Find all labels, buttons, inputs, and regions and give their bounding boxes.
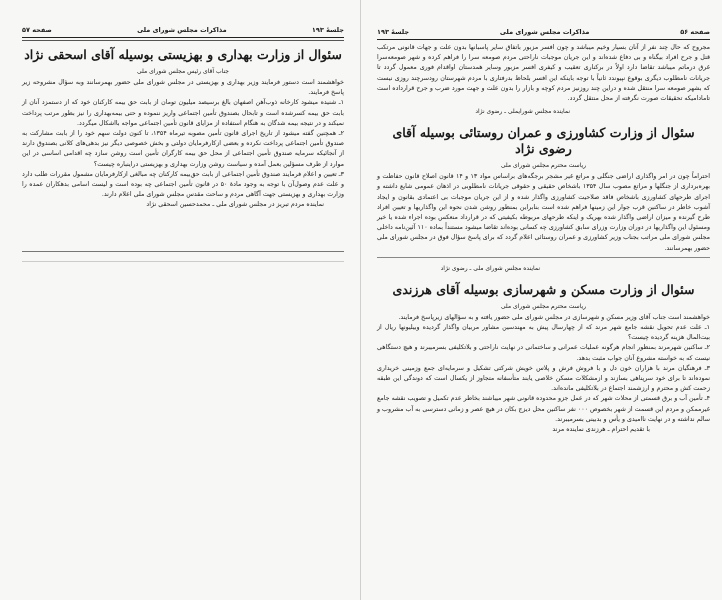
salutation: ریاست محترم مجلس شورای ملی xyxy=(500,162,587,170)
paragraph: ۳ـ فرهنگیان مرند با هزاران خون دل و با فروش فرش و پلاس خویش شرکتی تشکیل و سرمایه‌ای جمع وزمینی خریداری نموده‌اند تا برای خود سرپناهی بسازند و ازمشکلات مسکن خلاصی یابند متأسفانه متجاوز از یکسال است که دوندگی این طبقه زحمت کش و محترم و ارزشمند اجتماع در بلاتکلیفی مانده‌اند. xyxy=(377,364,710,393)
paragraph: ۲ـ همچنین گفته میشود از تاریخ اجرای قانون تأمین مصوبه تیرماه ۱۳۵۴، تا کنون دولت سهم خود را از بابت مشارکت به صندوق تأمین اجتماعی پرداخت نکرده و بعضی ازکارفرمایان دولتی و بخش خصوصی دیگر نیز بدهی‌های کلانی بصندوق دارند از آنجائیکه سرمایه صندوق تأمین اجتماعی از محل حق بیمه کارگران تأمین است روشن سازد چه اقدامی اساسی در این موارد از طرف مسؤلین بعمل آمده و سیاست روشن وزارت بهداری و بهزیستی دراینباره چیست؟ xyxy=(22,130,344,168)
question-body xyxy=(22,78,344,211)
intro-body xyxy=(377,43,710,104)
paragraph: مجروح که حال چند نفر از آنان بسیار وخیم میباشد و چون افسر مزبور باتفاق سایر پاسبانها بدون علت و جهات قانونی مرتکب قتل و جرح افراد بیگناه و بی دفاع شده‌اند و این جریان موجبات ناراحتی مردم صومعه سرا را فراهم کرده و شهر صومعه‌سرا غرق درماتم میباشد تقاضا دارد اولاً در برکناری تعقیب و کیفری افسر مزبور وسایر همدستان اواقدام فوری معمول گردد تا جریانات نامطلوب دیگری بوقوع نپیوندد ثانیاً با توجه باینکه این افسر بلحاظ بدرفتاری با مردم شهرستان رودسرچند روزی نیست که بشهر صومعه سرا منتقل شده و دراین چند روزنیز مردم کوچه و بازار را بدون علت و جهت مورد ضرب و جرح قرارداده است تامادامیکه تحقیقات صورت نگرفته از محل منتقل گردد. xyxy=(377,44,710,103)
question-body xyxy=(377,313,710,435)
paragraph: ۳ـ تعیین و اعلام فرمایند صندوق تأمین اجتماعی از بابت حق‌بیمه کارکنان چه مبالغی ازکارفرمایان مشمول مقررات طلب دارد و علت عدم وصول‌آن با توجه به وجود مادهٔ ۵۰ در قانون تأمین اجتماعی چه بوده است و لیست اسامی بدهکاران عمده را وزارت بهداری و بهزیستی جهت آگاهی مردم و ساحت مقدس مجلس شورای ملی اعلام دارند. xyxy=(22,170,344,199)
page-number: صفحه ۵۷ xyxy=(22,26,52,34)
paragraph: ۱ـ شنیده میشود کارخانه ذوب‌آهن اصفهان بالغ برسیصد میلیون تومان از بابت حق بیمه کارکنان خود که از دستمزد آنان از بابت حق بیمه کسرشده است و تابحال بصندوق تأمین اجتماعی واریز ننموده و حتی بیمه‌بهداری را نیز بطور مرتب پرداخت نمیکند و در نتیجه بیمه شدگان به هنگام استفاده از مزایای قانون تأمین اجتماعی مواجه بااشکال میگردد. xyxy=(22,99,344,127)
session-number: جلسهٔ ۱۹۳ xyxy=(377,28,410,36)
fold-line xyxy=(22,251,344,252)
fold-line xyxy=(377,257,710,258)
signature: نماینده مجلس شورایملی ـ رضوی نژاد xyxy=(475,108,570,116)
paragraph: ۱ـ علت عدم تحویل نقشه جامع شهر مرند که از چهارسال پیش به مهندسین مشاور مربیان واگذار گردیده وبیلیونها ریال از بیت‌المال هزینه گردیده چیست؟ xyxy=(377,324,710,342)
signature: نماینده مردم تبریز در مجلس شورای ملی ـ محمدحسین اسحقی نژاد xyxy=(146,201,324,209)
page-header xyxy=(22,26,344,38)
header-rule xyxy=(22,40,344,41)
page-number: صفحه ۵۶ xyxy=(680,28,710,36)
paragraph: خواهشمند است دستور فرمایند وزیر بهداری و بهزیستی در مجلس شورای ملی حضور بهمرسانند وبه سؤال مشروحه زیر پاسخ فرمایند. xyxy=(22,79,344,97)
publication-title: مذاکرات مجلس شورای ملی xyxy=(499,28,590,36)
publication-title: مذاکرات مجلس شورای ملی xyxy=(137,26,227,34)
paragraph: خواهشمند است جناب آقای وزیر مسکن و شهرسازی در مجلس شورای ملی حضور یافته و به سؤالهای زیرپاسخ فرمایند. xyxy=(398,313,710,321)
right-page xyxy=(361,0,722,600)
paragraph: احتراماً چون در امر واگذاری اراضی جنگلی و مراتع غیر مشجر برجگه‌های براساس مواد ۱۳ و ۱۴ قانون اصلاح قانون حفاظت و بهره‌برداری از جنگلها و مراتع مصوب سال ۱۳۵۴ باشخاص حقیقی و حقوقی جریانات نامطلوبی در اذهان عمومی شایع داشته و اجرای طرحهای کشاورزی باشخاص فاقد صلاحیت کشاورزی واگذار شده و از این جریان موجبات بی اعتمادی بقانون و ایجاد آشوب خاطر در ساکنین قرب جوار این زمینها فراهم شده است بنابراین بمنظور روشن شدن نحوه این واگذاریها و تعیین افراد طرح گیرنده و میزان اراضی واگذار شده بهریک و اینکه طرحهای مربوطه بکیفیتی که در قرارداد منعکس بوده اجراء شده یا خیر ومسئول این واگذاریها در دوران وزارت وزرای سابق کشاورزی چه کسانی بوده‌اند تقاضا میشود مستنداً بماده ۱۱۰ آئین‌نامه داخلی مجلس شورای ملی مراتب بجناب وزیر کشاورزی و عمران روستائی اعلام گردد که برای پاسخ سؤال فوق در مجلس شورای ملی حضور بهمرسانند. xyxy=(377,173,711,252)
paragraph: ۲ـ ساکنین شهرمرند بمنظور انجام هرگونه عملیات عمرانی و ساختمانی در نهایت ناراحتی و بلاتکلیفی بسرمیبرند و هیچ دستگاهی نیست که به خواسته مشروع آنان جواب مثبت بدهد. xyxy=(377,344,710,362)
question-title: سئوال از وزارت کشاورزی و عمران روستائی بوسیله آقای رضوی نژاد xyxy=(392,125,695,157)
session-number: جلسهٔ ۱۹۳ xyxy=(311,26,344,34)
salutation: جناب آقای رئیس مجلس شورای ملی xyxy=(137,68,229,75)
paragraph: ۴ـ تأمین آب و برق قسمتی از محلات شهر که در عمل جزو محدوده قانونی شهر میباشند بخاطر عدم تکمیل و تصویب نقشه جامع غیرممکن و مردم این قسمت از شهر بخصوص ۰۰۰ نفر ساکنین محل دیزج بکان در هیچ عصر و زمانی دسترسی به آب مشروب و سالم نداشته و در نهایت ناامیدی و یأس و بدبینی بسرمیبرند. xyxy=(377,395,711,423)
fold-line xyxy=(22,261,344,262)
signature: نماینده مجلس شورای ملی ـ رضوی نژاد xyxy=(440,264,540,272)
closing-signature: با تقدیم احترام ـ هرزندی نماینده مرند xyxy=(552,426,650,434)
question-title: سئوال از وزارت مسکن و شهرسازی بوسیله آقای هرزندی xyxy=(392,281,695,297)
page-header xyxy=(377,28,710,40)
question-body xyxy=(377,172,710,254)
salutation: ریاست محترم مجلس شورای ملی xyxy=(500,302,587,310)
question-title: سئوال از وزارت بهداری و بهزیستی بوسیله آقای اسحقی نژاد xyxy=(24,47,342,62)
